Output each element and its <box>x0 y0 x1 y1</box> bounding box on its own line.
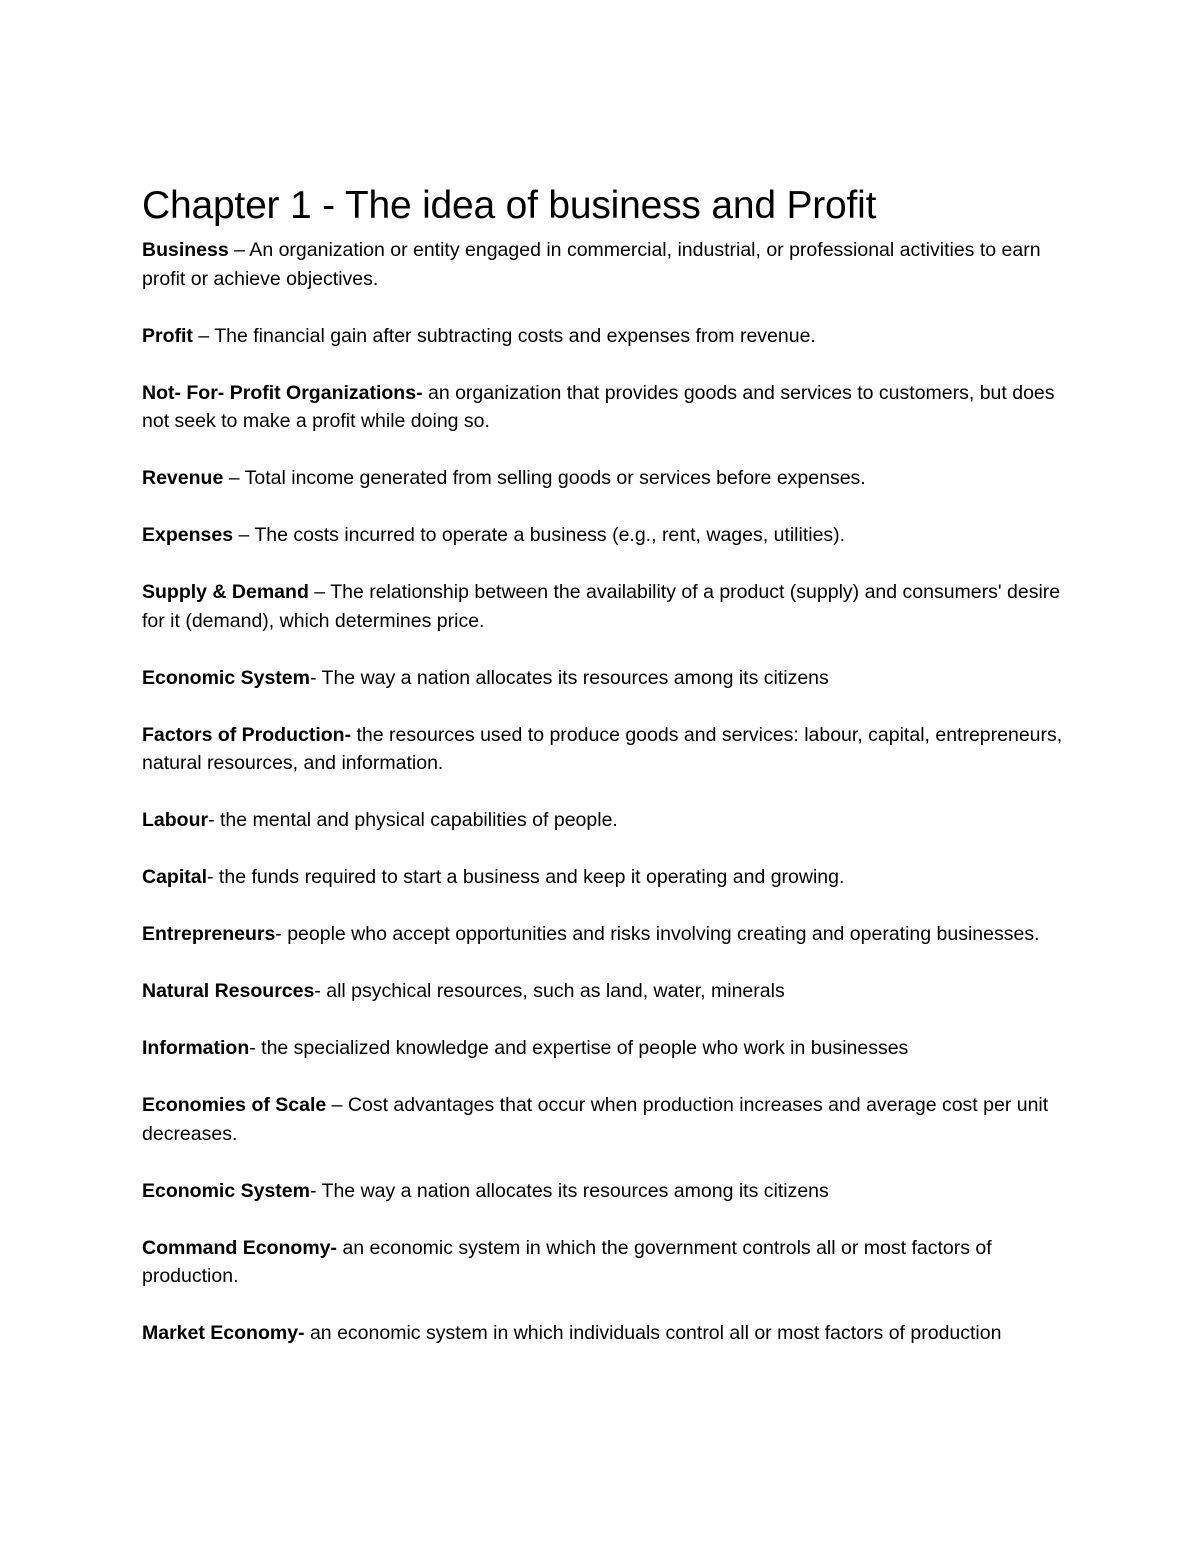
glossary-entry <box>142 236 1072 293</box>
glossary-term: Economies of Scale <box>142 1094 327 1116</box>
glossary-entry <box>142 1319 1072 1348</box>
glossary-term: Economic System <box>142 1179 310 1202</box>
glossary-entry <box>142 920 1072 949</box>
glossary-definition: – The financial gain after subtracting costs and expenses from revenue. <box>192 324 816 347</box>
glossary-entry <box>142 464 1072 493</box>
glossary-definition: – Cost advantages that occur when production increases and average cost per unit decreases. <box>142 1094 1049 1145</box>
glossary-entry <box>142 578 1072 635</box>
document-page <box>142 180 1072 1376</box>
glossary-term: Supply & Demand <box>142 581 309 603</box>
glossary-term: Economic System <box>142 666 310 689</box>
glossary-definition: – An organization or entity engaged in commercial, industrial, or professional activities to earn profit or achieve objectives. <box>142 239 1041 290</box>
glossary-term: Natural Resources <box>142 980 315 1002</box>
glossary-definition: - the mental and physical capabilities of people. <box>208 809 618 831</box>
glossary-entry <box>142 521 1072 550</box>
glossary-entry <box>142 1234 1072 1291</box>
glossary-definition: - the funds required to start a business and keep it operating and growing. <box>207 866 845 888</box>
glossary-entry <box>142 863 1072 892</box>
glossary-definition: - the specialized knowledge and expertise of people who work in businesses <box>249 1037 909 1059</box>
glossary-term: Revenue <box>142 467 224 489</box>
glossary-term: Command Economy- <box>142 1236 338 1259</box>
glossary-term: Market Economy- <box>142 1322 305 1344</box>
glossary-term: Expenses <box>142 524 234 546</box>
glossary-entry <box>142 1177 1072 1206</box>
glossary-entry <box>142 664 1072 693</box>
glossary-term: Labour <box>142 809 209 831</box>
glossary-definition: – Total income generated from selling goods or services before expenses. <box>223 467 866 489</box>
glossary-entry <box>142 379 1072 436</box>
chapter-title: Chapter 1 - The idea of business and Profit <box>142 184 877 227</box>
glossary-list <box>142 236 1072 1348</box>
glossary-definition: - all psychical resources, such as land, water, minerals <box>314 980 785 1002</box>
glossary-term: Information <box>142 1037 250 1059</box>
glossary-entry <box>142 806 1072 835</box>
glossary-definition: – The relationship between the availability of a product (supply) and consumers' desire for it (demand), which determines price. <box>142 581 1061 632</box>
glossary-entry <box>142 1091 1072 1148</box>
glossary-term: Not- For- Profit Organizations- <box>142 381 423 404</box>
glossary-entry <box>142 1034 1072 1063</box>
glossary-definition: - people who accept opportunities and risks involving creating and operating businesses. <box>275 923 1040 945</box>
glossary-term: Business <box>142 239 229 261</box>
glossary-term: Capital <box>142 866 208 888</box>
glossary-term: Profit <box>142 324 193 347</box>
glossary-definition: an economic system in which the government controls all or most factors of production. <box>142 1236 992 1287</box>
glossary-term: Entrepreneurs <box>142 923 276 945</box>
glossary-term: Factors of Production- <box>142 723 352 746</box>
glossary-definition: an organization that provides goods and services to customers, but does not seek to make a profit while doing so. <box>142 381 1055 432</box>
glossary-definition: an economic system in which individuals control all or most factors of production <box>304 1322 1002 1344</box>
glossary-definition: the resources used to produce goods and services: labour, capital, entrepreneurs, natural resources, and information. <box>142 723 1063 774</box>
glossary-definition: - The way a nation allocates its resources among its citizens <box>309 666 829 689</box>
glossary-definition: - The way a nation allocates its resources among its citizens <box>309 1179 829 1202</box>
glossary-entry <box>142 322 1072 351</box>
glossary-definition: – The costs incurred to operate a business (e.g., rent, wages, utilities). <box>233 524 846 546</box>
glossary-entry <box>142 721 1072 778</box>
glossary-entry <box>142 977 1072 1006</box>
